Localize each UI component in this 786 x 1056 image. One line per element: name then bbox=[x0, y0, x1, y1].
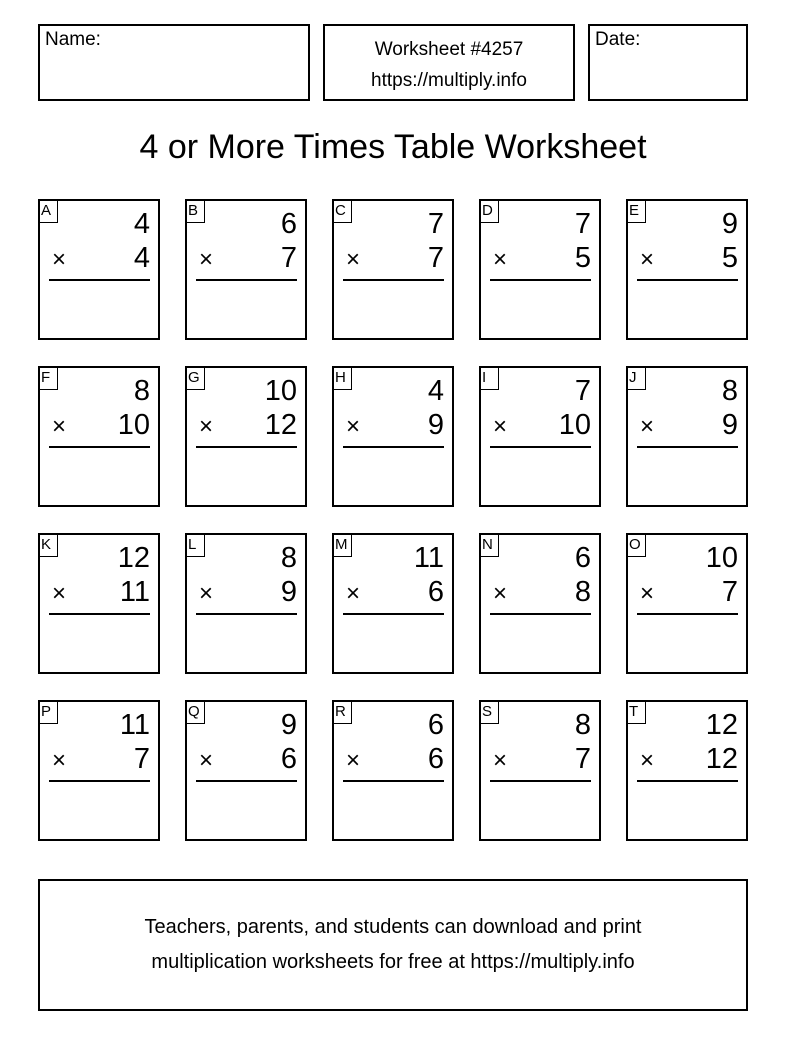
problem-card[interactable] bbox=[332, 533, 454, 674]
problem-card[interactable] bbox=[479, 366, 601, 507]
answer-line bbox=[490, 613, 591, 615]
problem-letter: J bbox=[626, 366, 646, 390]
problem-letter: S bbox=[479, 700, 499, 724]
problem-card[interactable] bbox=[38, 533, 160, 674]
answer-line bbox=[490, 279, 591, 281]
multiplier: 7 bbox=[574, 743, 591, 775]
multiplicand: 11 bbox=[119, 709, 150, 741]
answer-line bbox=[637, 780, 738, 782]
times-sign: × bbox=[346, 413, 361, 440]
problem-card[interactable] bbox=[626, 700, 748, 841]
worksheet-number: Worksheet #4257 bbox=[374, 39, 524, 60]
times-sign: × bbox=[640, 580, 655, 607]
times-sign: × bbox=[493, 246, 508, 273]
answer-line bbox=[196, 446, 297, 448]
problem-letter: O bbox=[626, 533, 646, 557]
problem-letter: F bbox=[38, 366, 58, 390]
times-sign: × bbox=[52, 580, 67, 607]
times-sign: × bbox=[199, 580, 214, 607]
problem-card[interactable] bbox=[185, 199, 307, 340]
worksheet-info-box bbox=[323, 24, 575, 101]
problem-card[interactable] bbox=[185, 700, 307, 841]
answer-line bbox=[343, 780, 444, 782]
multiplicand: 7 bbox=[574, 208, 591, 240]
multiplier: 7 bbox=[427, 242, 444, 274]
answer-line bbox=[343, 613, 444, 615]
problem-letter: I bbox=[479, 366, 499, 390]
answer-line bbox=[637, 613, 738, 615]
answer-line bbox=[49, 446, 150, 448]
problem-letter: L bbox=[185, 533, 205, 557]
times-sign: × bbox=[199, 747, 214, 774]
answer-line bbox=[490, 780, 591, 782]
date-label: Date: bbox=[595, 29, 641, 50]
times-sign: × bbox=[199, 246, 214, 273]
multiplicand: 8 bbox=[574, 709, 591, 741]
multiplicand: 6 bbox=[574, 542, 591, 574]
multiplier: 6 bbox=[280, 743, 297, 775]
multiplier: 7 bbox=[280, 242, 297, 274]
name-box[interactable] bbox=[38, 24, 310, 101]
answer-line bbox=[490, 446, 591, 448]
multiplicand: 8 bbox=[721, 375, 738, 407]
multiplicand: 10 bbox=[264, 375, 297, 407]
problem-card[interactable] bbox=[332, 199, 454, 340]
times-sign: × bbox=[52, 747, 67, 774]
problem-card[interactable] bbox=[38, 366, 160, 507]
multiplicand: 4 bbox=[133, 208, 150, 240]
multiplier: 12 bbox=[264, 409, 297, 441]
answer-line bbox=[343, 446, 444, 448]
problem-card[interactable] bbox=[332, 700, 454, 841]
times-sign: × bbox=[493, 580, 508, 607]
problem-card[interactable] bbox=[479, 700, 601, 841]
problem-letter: D bbox=[479, 199, 499, 223]
multiplier: 9 bbox=[427, 409, 444, 441]
worksheet-title: 4 or More Times Table Worksheet bbox=[139, 128, 647, 166]
times-sign: × bbox=[640, 747, 655, 774]
multiplier: 5 bbox=[721, 242, 738, 274]
multiplier: 7 bbox=[133, 743, 150, 775]
problem-letter: G bbox=[185, 366, 205, 390]
problem-grid bbox=[38, 199, 750, 841]
problem-letter: M bbox=[332, 533, 352, 557]
problem-letter: T bbox=[626, 700, 646, 724]
times-sign: × bbox=[199, 413, 214, 440]
multiplier: 9 bbox=[280, 576, 297, 608]
footer-box bbox=[38, 879, 748, 1011]
multiplicand: 7 bbox=[574, 375, 591, 407]
problem-card[interactable] bbox=[185, 366, 307, 507]
answer-line bbox=[343, 279, 444, 281]
problem-letter: Q bbox=[185, 700, 205, 724]
multiplier: 4 bbox=[133, 242, 150, 274]
answer-line bbox=[49, 613, 150, 615]
multiplier: 5 bbox=[574, 242, 591, 274]
multiplier: 10 bbox=[558, 409, 591, 441]
problem-letter: C bbox=[332, 199, 352, 223]
footer-line-1: Teachers, parents, and students can download and print bbox=[144, 916, 642, 938]
problem-letter: E bbox=[626, 199, 646, 223]
times-sign: × bbox=[346, 747, 361, 774]
problem-card[interactable] bbox=[185, 533, 307, 674]
problem-letter: K bbox=[38, 533, 58, 557]
multiplicand: 9 bbox=[280, 709, 297, 741]
multiplicand: 10 bbox=[705, 542, 738, 574]
multiplicand: 4 bbox=[427, 375, 444, 407]
problem-card[interactable] bbox=[479, 199, 601, 340]
problem-letter: P bbox=[38, 700, 58, 724]
multiplier: 9 bbox=[721, 409, 738, 441]
multiplicand: 6 bbox=[280, 208, 297, 240]
multiplier: 12 bbox=[705, 743, 738, 775]
multiplicand: 12 bbox=[117, 542, 150, 574]
times-sign: × bbox=[493, 747, 508, 774]
multiplier: 6 bbox=[427, 576, 444, 608]
times-sign: × bbox=[640, 413, 655, 440]
name-label: Name: bbox=[45, 29, 101, 50]
problem-card[interactable] bbox=[626, 533, 748, 674]
times-sign: × bbox=[346, 246, 361, 273]
times-sign: × bbox=[346, 580, 361, 607]
times-sign: × bbox=[52, 246, 67, 273]
multiplier: 7 bbox=[721, 576, 738, 608]
times-sign: × bbox=[640, 246, 655, 273]
problem-letter: R bbox=[332, 700, 352, 724]
problem-card[interactable] bbox=[38, 700, 160, 841]
multiplier: 8 bbox=[574, 576, 591, 608]
problem-letter: A bbox=[38, 199, 58, 223]
problem-letter: N bbox=[479, 533, 499, 557]
problem-card[interactable] bbox=[38, 199, 160, 340]
multiplier: 6 bbox=[427, 743, 444, 775]
multiplicand: 8 bbox=[133, 375, 150, 407]
answer-line bbox=[49, 279, 150, 281]
times-sign: × bbox=[52, 413, 67, 440]
worksheet-url: https://multiply.info bbox=[371, 70, 527, 91]
footer-line-2: multiplication worksheets for free at https://multiply.info bbox=[151, 951, 635, 973]
answer-line bbox=[49, 780, 150, 782]
date-box[interactable] bbox=[588, 24, 748, 101]
problem-letter: H bbox=[332, 366, 352, 390]
problem-card[interactable] bbox=[626, 366, 748, 507]
answer-line bbox=[637, 279, 738, 281]
problem-card[interactable] bbox=[479, 533, 601, 674]
multiplicand: 7 bbox=[427, 208, 444, 240]
problem-card[interactable] bbox=[626, 199, 748, 340]
answer-line bbox=[196, 613, 297, 615]
multiplicand: 6 bbox=[427, 709, 444, 741]
problem-card[interactable] bbox=[332, 366, 454, 507]
answer-line bbox=[637, 446, 738, 448]
multiplier: 11 bbox=[119, 576, 150, 608]
multiplicand: 9 bbox=[721, 208, 738, 240]
problem-letter: B bbox=[185, 199, 205, 223]
answer-line bbox=[196, 780, 297, 782]
multiplicand: 8 bbox=[280, 542, 297, 574]
times-sign: × bbox=[493, 413, 508, 440]
multiplicand: 11 bbox=[413, 542, 444, 574]
multiplier: 10 bbox=[117, 409, 150, 441]
answer-line bbox=[196, 279, 297, 281]
multiplicand: 12 bbox=[705, 709, 738, 741]
